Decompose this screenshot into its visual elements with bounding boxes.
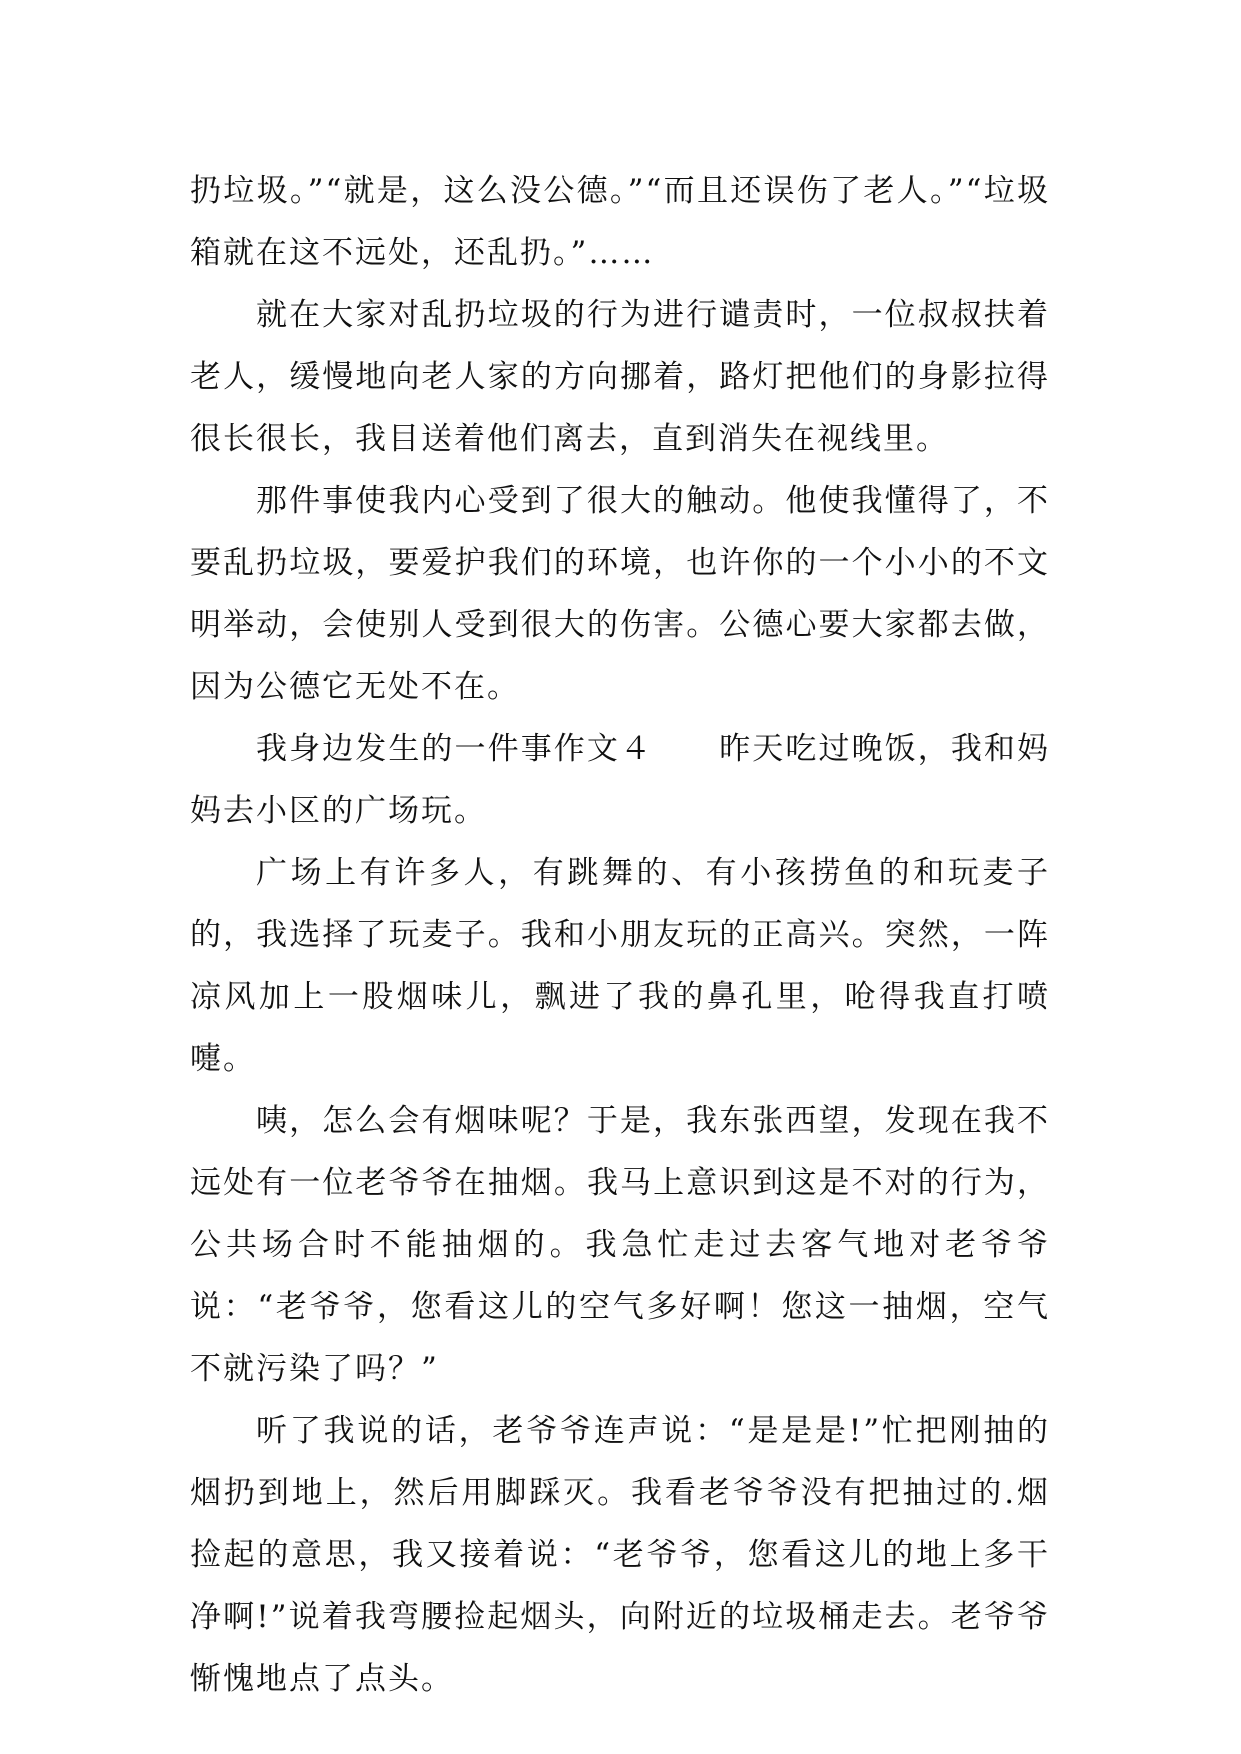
- paragraph: 听了我说的话，老爷爷连声说：“是是是!”忙把刚抽的烟扔到地上，然后用脚踩灭。我看老爷爷没有把抽过的.烟捡起的意思，我又接着说：“老爷爷，您看这儿的地上多干净啊!”说着我弯腰捡起烟头，向附近的垃圾桶走去。老爷爷惭愧地点了点头。: [190, 1413, 1050, 1697]
- document-body: [190, 160, 1050, 1710]
- paragraph: 广场上有许多人，有跳舞的、有小孩捞鱼的和玩麦子的，我选择了玩麦子。我和小朋友玩的正高兴。突然，一阵凉风加上一股烟味儿，飘进了我的鼻孔里，呛得我直打喷嚏。: [190, 855, 1050, 1077]
- paragraph: 那件事使我内心受到了很大的触动。他使我懂得了，不要乱扔垃圾，要爱护我们的环境，也许你的一个小小的不文明举动，会使别人受到很大的伤害。公德心要大家都去做，因为公德它无处不在。: [190, 483, 1050, 705]
- paragraph: 扔垃圾。”“就是，这么没公德。”“而且还误伤了老人。”“垃圾箱就在这不远处，还乱扔。”……: [190, 173, 1050, 271]
- paragraph: 咦，怎么会有烟味呢？于是，我东张西望，发现在我不远处有一位老爷爷在抽烟。我马上意识到这是不对的行为，公共场合时不能抽烟的。我急忙走过去客气地对老爷爷说：“老爷爷，您看这儿的空气多好啊！您这一抽烟，空气不就污染了吗？”: [190, 1103, 1050, 1387]
- paragraph: 就在大家对乱扔垃圾的行为进行谴责时，一位叔叔扶着老人，缓慢地向老人家的方向挪着，路灯把他们的身影拉得很长很长，我目送着他们离去，直到消失在视线里。: [190, 297, 1050, 457]
- paragraph-heading-line: 我身边发生的一件事作文４ 昨天吃过晚饭，我和妈妈去小区的广场玩。: [190, 731, 1050, 829]
